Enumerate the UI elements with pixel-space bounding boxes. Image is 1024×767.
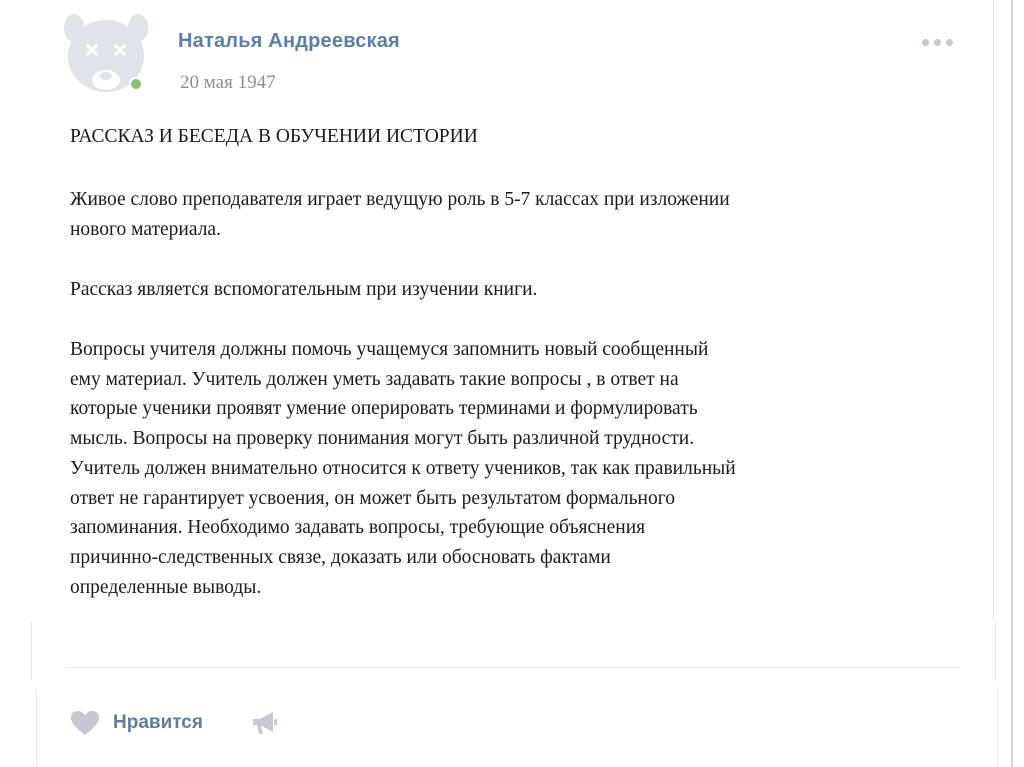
like-label: Нравится <box>113 712 203 733</box>
author-name-link[interactable]: Наталья Андреевская <box>178 30 400 52</box>
more-options-button[interactable] <box>922 36 962 48</box>
more-dots-icon <box>922 39 929 46</box>
frame-border <box>995 622 996 682</box>
post-paragraph: Рассказ является вспомогательным при изучении книги. <box>70 279 538 300</box>
post-text <box>70 122 930 632</box>
frame-border <box>1011 0 1013 767</box>
more-dots-icon <box>946 39 953 46</box>
frame-border <box>31 622 32 680</box>
frame-border <box>993 0 994 620</box>
heart-icon <box>70 710 100 736</box>
more-dots-icon <box>934 39 941 46</box>
divider <box>66 667 960 668</box>
megaphone-icon <box>251 710 279 736</box>
post-paragraph: Живое слово преподавателя играет ведущую роль в 5-7 классах при изложении нового материала. <box>70 189 730 240</box>
post-date[interactable]: 20 мая 1947 <box>180 72 276 93</box>
online-status-indicator <box>129 77 143 91</box>
post-title: РАССКАЗ И БЕСЕДА В ОБУЧЕНИИ ИСТОРИИ <box>70 126 478 147</box>
share-button[interactable] <box>251 710 279 736</box>
frame-border <box>997 690 998 767</box>
post-paragraph: Вопросы учителя должны помочь учащемуся запомнить новый сообщенный ему материал. Учитель должен уметь задавать такие вопросы , в ответ на которые ученики проявят умение оперировать терминами и формулировать мысль. Вопросы на проверку понимания могут быть различной трудности. Учитель должен внимательно относится к ответу учеников, так как правильный ответ не гарантирует усвоения, он может быть результатом формального запоминания. Необходимо задавать вопросы, требующие объяснения причинно-следственных связе, доказать или обосновать фактами определенные выводы. <box>70 339 736 598</box>
like-button[interactable] <box>70 708 203 738</box>
frame-border <box>36 690 37 767</box>
